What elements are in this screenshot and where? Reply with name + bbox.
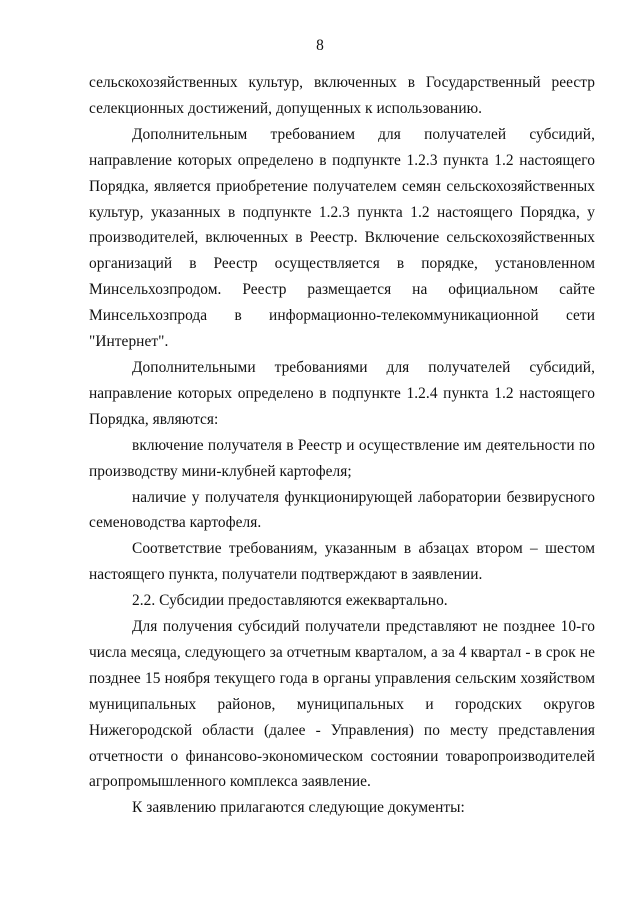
paragraph-seed-requirement: Дополнительным требованием для получателей субсидий, направление которых определено в подпункте 1.2.3 пункта 1.2 настоящего Порядка, является приобретение получателем семян сельскохозяйственных культур, указанных в подпункте 1.2.3 пункта 1.2 настоящего Порядка, у производителей, включенных в Реестр. Включение сельскохозяйственных организаций в Реестр осуществляется в порядке, установленном Минсельхозпродом. Реестр размещается на официальном сайте Минсельхозпрода в информационно-телекоммуникационной сети "Интернет".: [89, 125, 595, 351]
paragraph-additional-requirements: Дополнительными требованиями для получателей субсидий, направление которых определено в подпункте 1.2.4 пункта 1.2 настоящего Порядка, являются:: [89, 358, 595, 428]
page-number: 8: [316, 37, 324, 54]
paragraph-compliance: Соответствие требованиям, указанным в абзацах втором – шестом настоящего пункта, получатели подтверждают в заявлении.: [89, 540, 595, 584]
paragraph-continuation: сельскохозяйственных культур, включенных в Государственный реестр селекционных достижений, допущенных к использованию.: [89, 74, 595, 117]
document-body: [89, 70, 595, 821]
paragraph-quarterly: 2.2. Субсидии предоставляются ежеквартально.: [132, 592, 448, 610]
paragraph-documents-intro: К заявлению прилагаются следующие документы:: [132, 799, 465, 817]
paragraph-laboratory: наличие у получателя функционирующей лаборатории безвирусного семеноводства картофеля.: [89, 488, 595, 532]
paragraph-application-deadline: Для получения субсидий получатели представляют не позднее 10-го числа месяца, следующего за отчетным кварталом, а за 4 квартал - в срок не позднее 15 ноября текущего года в органы управления сельским хозяйством муниципальных районов, муниципальных и городских округов Нижегородской области (далее - Управления) по месту представления отчетности о финансово-экономическом состоянии товаропроизводителей агропромышленного комплекса заявление.: [89, 618, 595, 791]
paragraph-registry-inclusion: включение получателя в Реестр и осуществление им деятельности по производству мини-клубней картофеля;: [89, 436, 595, 480]
